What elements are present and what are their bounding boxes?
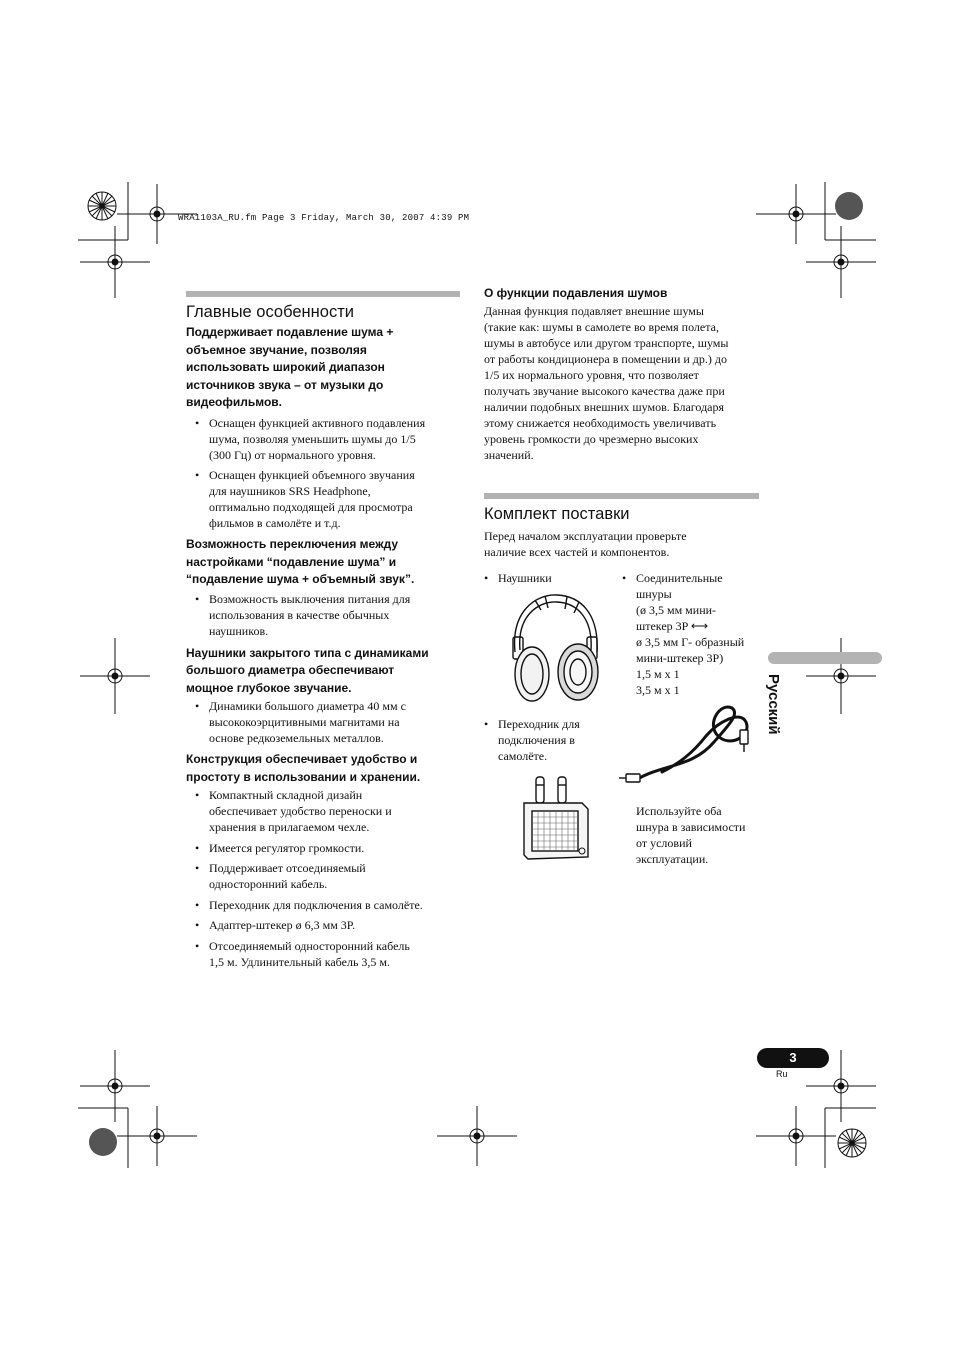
feature-list bbox=[186, 591, 464, 639]
kit-item-adapter: • Переходник для подключения в самолёте. bbox=[484, 717, 580, 763]
kit-item-cords: • Соединительные шнуры (ø 3,5 мм мини- штекер 3P ⟷ ø 3,5 мм Г- образный мини-штекер 3P) 1,5 м x 1 3,5 м x 1 bbox=[622, 571, 745, 697]
list-item: • Возможность выключения питания для использования в качестве обычных наушников. bbox=[186, 591, 464, 639]
main-features-title: Главные особенности bbox=[186, 303, 354, 321]
file-header-line: WRA1103A_RU.fm Page 3 Friday, March 30, 2007 4:39 PM bbox=[178, 213, 470, 223]
features-column bbox=[186, 324, 464, 974]
list-item: • Оснащен функцией объемного звучания для наушников SRS Headphone, оптимально подходящей для просмотра фильмов в самолёте и т.д. bbox=[186, 467, 464, 531]
list-item: • Переходник для подключения в самолёте. bbox=[186, 897, 464, 913]
list-item: • Имеется регулятор громкости. bbox=[186, 840, 464, 856]
feature-list bbox=[186, 787, 464, 970]
list-item: • Динамики большого диаметра 40 мм с высококоэрцитивными магнитами на основе редкоземельных металлов. bbox=[186, 698, 464, 746]
noise-cancel-heading: О функции подавления шумов bbox=[484, 286, 668, 300]
kit-title: Комплект поставки bbox=[484, 505, 630, 523]
kit-intro: Перед началом эксплуатации проверьте наличие всех частей и компонентов. bbox=[484, 529, 687, 559]
cord-usage-note: Используйте оба шнура в зависимости от условий эксплуатации. bbox=[636, 804, 746, 866]
language-tab bbox=[768, 652, 882, 664]
kit-item-headphones: • Наушники bbox=[484, 571, 552, 585]
feature-list bbox=[186, 415, 464, 532]
list-item: • Отсоединяемый односторонний кабель 1,5 м. Удлинительный кабель 3,5 м. bbox=[186, 938, 464, 970]
feature-heading: Наушники закрытого типа с динамиками большого диаметра обеспечивают мощное глубокое звучание. bbox=[186, 645, 429, 695]
airplane-adapter-illustration bbox=[518, 775, 594, 863]
page-language: Ru bbox=[776, 1069, 788, 1079]
noise-cancel-body: Данная функция подавляет внешние шумы (такие как: шумы в самолете во время полета, шумы в автобусе или другом транспорте, шумы от работы кондиционера в помещении и др.) до 1/5 их нормального уровня, что позволяет получать звучание высокого качества даже при наличии подобных внешних шумов. Благодаря этому снижается необходимость увеличивать уровень громкости до чрезмерно высоких значений. bbox=[484, 304, 729, 462]
section-rule bbox=[484, 493, 759, 499]
list-item: • Адаптер-штекер ø 6,3 мм 3P. bbox=[186, 917, 464, 933]
feature-list bbox=[186, 698, 464, 746]
section-rule bbox=[186, 291, 460, 297]
feature-heading: Конструкция обеспечивает удобство и простоту в использовании и хранении. bbox=[186, 752, 421, 784]
list-item: • Оснащен функцией активного подавления шума, позволяя уменьшить шумы до 1/5 (300 Гц) от нормального уровня. bbox=[186, 415, 464, 463]
feature-heading: Возможность переключения между настройками “подавление шума” и “подавление шума + объемный звук”. bbox=[186, 537, 415, 586]
page-number: 3 bbox=[757, 1048, 829, 1068]
list-item: • Поддерживает отсоединяемый односторонний кабель. bbox=[186, 860, 464, 892]
list-item: • Компактный складной дизайн обеспечивает удобство переноски и хранения в прилагаемом чехле. bbox=[186, 787, 464, 835]
cord-illustration bbox=[622, 702, 762, 792]
headphones-illustration bbox=[505, 592, 605, 707]
language-tab-label: Русский bbox=[765, 674, 782, 735]
feature-heading: Поддерживает подавление шума + объемное звучание, позволяя использовать широкий диапазон источников звука – от музыки до видеофильмов. bbox=[186, 325, 394, 409]
